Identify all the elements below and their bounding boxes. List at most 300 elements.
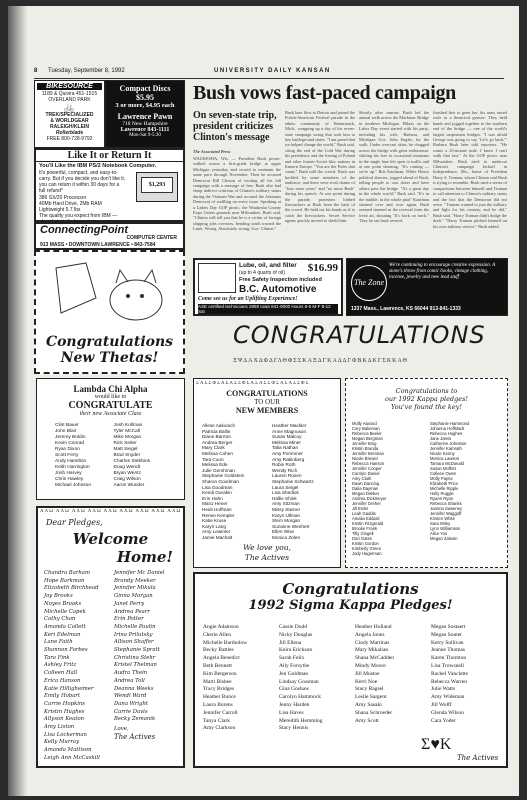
name-item: Jennifer Mikula: [114, 585, 156, 592]
name-item: Chandra Barham: [44, 570, 90, 576]
name-item: Andrea Pearr: [114, 608, 150, 615]
name-item: Wendy Rich: [272, 467, 298, 473]
name-item: Chris Hawley: [55, 477, 84, 482]
name-item: Jennifer Waggoff: [430, 511, 462, 516]
name-item: Kelly Murray: [44, 739, 80, 746]
name-item: Molly Payne: [430, 476, 453, 481]
name-item: Monica Lawson: [430, 456, 460, 461]
auto-name: B.C. Automotive: [239, 284, 317, 295]
article-col-3: Shortly after sunrise, Bush led the annual walk across the Mackinac Bridge in northern Michigan. Hikers on the Labor Day event started with his party, including his wife, Barbara, and Michigan Gov. John Engler, for the walk. Under overcast skies, he chugged across the bridge with great enthusiasm, shifting his feet in occasional moments in the single lane left open to traffic and at one point shouting, "It's coming — we're up." Bob Kaufman, White House political director, jogged ahead of Bush, telling people to cast doors and have others pass the bridge. "It's a great day in the whole world," Bush said. "It's in the middle, in the whole plan" Kaufman shouted over and over again. Bush seemed stunned in the reversal from the fresh air, shouting "It's back on track." They he ran back several.: [359, 110, 429, 224]
name-item: Dori Gates: [352, 536, 373, 541]
article-col1-text: Bush also had sharp indirect criticism of Clinton's military status during the Vietnam War and accused the Arkansas Democrat of waffling on every issue. Speaking at a Ladies Day GOP picnic, the Waukesha County Expo Center grounds near Milwaukee, Bush said, "Clinton will tell you that he is a victim of foreign shipping jobs overseas, bending south toward the Lasik. Wrong. Absolutely wrong, Gov. Clinton.": [193, 183, 281, 232]
cp-address: 913 MASS • DOWNTOWN LAWRENCE • 843-7584: [40, 242, 156, 248]
name-item: Stephanie Hammond: [430, 421, 470, 426]
name-item: Heather Mackler: [272, 423, 307, 428]
cp-name: ConnectingPoint: [40, 224, 128, 236]
name-item: Stacy Ragsel: [355, 686, 384, 693]
name-item: Susan Malcoy: [272, 434, 302, 440]
name-item: Elizabeth Price: [430, 481, 458, 486]
name-item: Clint Bauer: [55, 423, 79, 428]
theta-ad: [34, 250, 185, 374]
name-item: Lisa Lockerman: [44, 731, 87, 738]
name-item: Stacy Hennis: [279, 725, 309, 732]
name-item: Ally Forsythe: [279, 662, 310, 669]
kappa-col1: [352, 421, 426, 556]
name-item: Leah Gaddis: [352, 511, 376, 516]
name-item: Dana Wright: [114, 700, 149, 707]
name-item: Dawn Dancing: [352, 481, 380, 486]
name-item: Rick Seiter: [113, 441, 137, 446]
name-item: Cathy Chan: [44, 616, 76, 623]
name-item: Carolyn Hammock: [279, 694, 322, 701]
lambda-sub: their new Associate Class: [79, 411, 142, 417]
name-item: Carolyn Daniel: [352, 471, 380, 476]
axo-ad: [36, 506, 185, 768]
bikesource-line: 1189 & Quivira 451-1515: [41, 91, 98, 97]
name-item: Amy Scott: [355, 717, 379, 724]
name-item: Jennifer Bing: [352, 441, 377, 446]
ibm-bullet: The quality you expect from IBM — already installed: [39, 213, 118, 222]
kappa-title1: Congratulations to: [395, 387, 458, 395]
name-item: Holly Ruggle: [430, 491, 454, 496]
name-item: Megan Zalesin: [430, 536, 458, 541]
sigma-col3: [355, 624, 429, 725]
name-item: Lauren Rosen: [272, 473, 302, 479]
auto-price: $16.99: [307, 262, 338, 274]
sigma-title1: Congratulations: [282, 580, 419, 598]
name-item: Dalia Dayman: [352, 486, 379, 491]
name-item: Wendi Ward: [114, 693, 147, 700]
name-item: Kristel Thelman: [114, 662, 157, 669]
name-item: Rachel Vanclette: [431, 670, 469, 677]
page-header: [34, 66, 504, 79]
name-item: Karyn Lang: [202, 523, 226, 529]
name-item: Allyson Keaton: [44, 716, 85, 723]
name-item: Nicky Douglas: [279, 631, 313, 638]
bikesource-line: Rollerblade: [55, 130, 84, 136]
name-item: Missy Steiner: [272, 506, 301, 512]
name-item: Brandy Meeker: [114, 577, 156, 584]
name-item: Carrie Hopkins: [44, 700, 86, 707]
article-dateline: WAUKESHA, Wis. — President Bush power-walked across a first-grade bridge at upper Michigan yesterday and vowed to maintain the same pace through November. Then he accused Democrat Bill Clinton of inciting all his fall campaign with a message of fear.: [193, 156, 281, 189]
page-number: 8: [34, 68, 38, 74]
name-item: Jill Wolff: [431, 701, 452, 708]
newmembers-sign: The Actives: [244, 553, 290, 562]
axo-dear: Dear Pledges,: [46, 518, 103, 527]
kappa-pledges-ad: [345, 378, 508, 568]
name-item: Melissa Miner: [272, 439, 301, 445]
name-item: Nicole Brewer: [352, 456, 379, 461]
name-item: Deanna Weeks: [114, 685, 154, 692]
name-item: Amy Wideman: [431, 694, 465, 701]
name-item: Sara Wiley: [430, 521, 451, 526]
bikesource-lines: [37, 91, 102, 142]
name-item: Kristin Gordon: [352, 541, 379, 546]
axo-names-col2: [114, 570, 182, 741]
name-item: Allison Shaffer: [114, 639, 154, 646]
name-item: Julie Gershman: [202, 467, 235, 473]
name-item: Jill Ellena: [279, 639, 302, 646]
name-item: Jody Hagerman: [352, 551, 382, 556]
name-item: Anne Magnuson: [272, 428, 307, 434]
cd-phone: Lawrence 843-1111: [120, 127, 170, 133]
kappa-col2: [430, 421, 506, 541]
article-col-4: finished first to greet her, his arms raised wide in a theatrical gesture. They held hands and jogged together to the southern end of the bridge — one of the world's largest suspension bridges. "I was afraid George was going to say, 'Let's go back,'" Barbara Bush later told reporters. "He wants a 43-minute mile. I know I can't walk that fast." At the GOP picnic near Milwaukee, Bush tried to undercut Clinton's campaign kickoff in Independence, Mo., home of President Harry S. Truman, whom Clinton said Bush is trying to resemble. Bush used a series of comparisons between himself and Truman to call attention to Clinton's military status and the fact that the Democrat did not serve. "Truman wanted to join the military and fight for his country, and he did," Bush said. "Harry Truman didn't dodge the draft." "Harry Truman pitched himself on his own military service," Bush added.: [433, 110, 507, 229]
article-byline: The Associated Press: [193, 149, 231, 154]
name-item: Jennifer Cooper: [352, 466, 382, 471]
name-item: Renee Kempler: [202, 512, 235, 518]
ibm-price: $1,293: [141, 177, 173, 193]
article-col-1: [193, 156, 281, 256]
name-item: Michelle Paulin: [114, 623, 156, 630]
zone-logo: The Zone: [351, 265, 387, 301]
name-item: Keira Erickson: [279, 647, 313, 654]
name-item: Kevin Conrad: [55, 441, 85, 446]
name-item: Angela Jones: [355, 631, 385, 638]
newmembers-to-our: TO OUR: [254, 398, 280, 406]
sigma-col4: [431, 624, 505, 725]
article-subhead: On seven-state trip, president criticizes Clinton's message: [193, 110, 277, 143]
name-item: Amy Clark: [352, 476, 372, 481]
name-item: Audra Thein: [114, 670, 148, 677]
name-item: Cindy Martinas: [355, 639, 390, 646]
name-item: Sharon Goodman: [202, 478, 240, 484]
newmembers-col1: [202, 423, 268, 540]
name-item: Amy Lewinter: [202, 529, 231, 535]
name-item: Keri Edelman: [44, 631, 81, 638]
name-item: Jill Mustoe: [355, 670, 380, 677]
name-item: Nicole Kenny: [430, 451, 455, 456]
name-item: Megan Sostaert: [431, 624, 466, 630]
name-item: Lisa Goodman: [202, 484, 233, 490]
ibm-blurb: It's powerful, compact, and easy-to-carry. But if you decide you don't like it, you can return it within 30 days for a full refund*: [39, 170, 126, 194]
name-item: Monica Zelen: [272, 534, 301, 540]
name-item: Kim Bergerson: [203, 670, 237, 677]
name-item: Andrea Dickmeyer: [352, 496, 387, 501]
name-item: Cara Yoder: [431, 717, 456, 724]
name-item: Melissa Cohen: [202, 450, 234, 456]
kappa-title2: our 1992 Kappa pledges!: [384, 395, 469, 403]
theta-congrats: Congratulations New Thetas!: [45, 334, 174, 366]
bikesource-line: FREE 800-728-9792: [46, 136, 93, 142]
name-item: Becky Zemanik: [114, 716, 156, 723]
cd-title: Compact Discs: [119, 84, 171, 93]
name-item: Susan Moffett: [430, 466, 456, 471]
name-item: Stephanie Spratt: [114, 647, 160, 654]
newmembers-love: We love you,: [243, 543, 291, 552]
name-item: Amanda Collett: [44, 623, 86, 630]
name-item: Shana McCadden: [355, 655, 394, 662]
name-item: Amy Sitzman: [272, 501, 300, 507]
name-item: Jen Goldman: [279, 670, 309, 677]
name-item: Marci Hener: [202, 501, 228, 507]
newmembers-greek-border: ΣΑΣΣΦΣΑΣΑΣΣΦΣΑΣΑΣΣΦΣΑΣΑΣΣΦΣ: [196, 381, 310, 386]
name-item: Megan Dekker: [352, 491, 380, 496]
bikesource-logo: BIKESOURCE: [37, 83, 102, 90]
name-item: Diane Barrton: [202, 434, 231, 440]
ibm-headline: You'll Like the IBM PS/2 Notebook Computer.: [39, 163, 157, 169]
name-item: Rebecca Hanson: [352, 461, 385, 466]
ibm-ad: [34, 148, 185, 222]
name-item: Andy Hamilton: [55, 459, 87, 464]
name-item: Craig Wilson: [113, 477, 141, 482]
name-item: Cory Bakeman: [352, 426, 380, 431]
name-item: Katie Kruse: [202, 518, 227, 524]
name-item: Ryan Dixon: [55, 447, 80, 452]
name-item: Suzanne Wenhert: [272, 523, 310, 529]
car-lift-icon: [198, 263, 236, 293]
axo-names-col1: [44, 570, 112, 763]
name-item: Noyes Brooks: [44, 600, 82, 607]
name-item: Kendi Gorakin: [202, 490, 232, 496]
name-item: Molly Atwood: [352, 421, 377, 426]
congratulations-banner: CONGRATULATIONS: [233, 321, 486, 349]
name-item: Amy Porimmer: [272, 450, 303, 456]
article-headline: Bush vows fast-paced campaign: [193, 82, 456, 104]
newspaper-page: [8, 6, 519, 796]
name-item: Rebecca Warren: [431, 678, 467, 685]
issue-date: Tuesday, September 8, 1992: [48, 68, 125, 74]
name-item: Erin Potter: [114, 616, 144, 623]
name-item: Matt Siegel: [113, 447, 138, 452]
axo-home: Home!: [116, 548, 173, 566]
name-item: Glenda Wilson: [431, 709, 464, 716]
bikesource-ad: [34, 80, 105, 148]
name-item: Alice Yoo: [430, 531, 448, 536]
name-item: Mike Morgan: [113, 435, 142, 440]
name-item: Shannon Forbes: [44, 647, 88, 654]
name-item: Josh Harvey: [55, 471, 82, 476]
name-item: Kristin Fitzgerald: [352, 521, 384, 526]
kappa-title3: You've found the key!: [391, 403, 462, 411]
cp-sub: COMPUTER CENTER: [126, 235, 177, 241]
name-item: Christina Stehr: [114, 654, 156, 661]
ibm-bullet: 40Mb Hard Drive, 2Mb RAM: [39, 201, 102, 207]
connecting-point-ad: [34, 222, 185, 250]
name-item: Josh Kollman: [113, 423, 143, 428]
name-item: Tracy Bridges: [203, 686, 235, 693]
name-item: Leigh Ann McCaskill: [44, 754, 100, 761]
name-item: Patricia Ballin: [202, 428, 231, 434]
sigma-title2: 1992 Sigma Kappa Pledges!: [248, 598, 453, 613]
bikesource-line: OVERLAND PARK: [48, 97, 91, 103]
name-item: Lisa Haves: [279, 709, 304, 716]
name-item: Tamara McDonald: [430, 461, 464, 466]
ibm-bullet: Lightweight 5.7 lbs: [39, 207, 81, 213]
name-item: Jennifer Carroll: [203, 709, 238, 716]
name-item: Keith Harrington: [55, 465, 90, 470]
lambda-chi-ad: [36, 378, 185, 500]
name-item: Aaron Wunder: [113, 483, 145, 488]
name-item: Heather Holland: [355, 624, 392, 630]
newmembers-congrats: CONGRATULATIONS: [226, 389, 308, 398]
paper-name: UNIVERSITY DAILY KANSAN: [214, 68, 331, 74]
auto-address: 2858 Iowa 841-9000: [249, 304, 291, 309]
auto-line3: Free Safety Inspection included: [239, 277, 322, 283]
name-item: Allese Aakunich: [202, 423, 236, 428]
name-item: Brad Snyder: [113, 453, 141, 458]
name-item: Ellen Wise: [272, 529, 295, 535]
cd-address: 718 New Hampshire: [122, 121, 168, 127]
name-item: Carrie Davis: [114, 708, 148, 715]
name-item: Laura Seigel: [272, 484, 299, 490]
name-item: Colleen Owen: [430, 471, 457, 476]
new-members-ad: [193, 378, 341, 568]
automotive-ad: [193, 258, 343, 316]
compact-discs-ad: [105, 80, 185, 148]
auto-cert: ASE certified technicians: [198, 304, 248, 309]
zone-ad: [346, 258, 508, 316]
auto-line1: Lube, oil, and filter: [239, 262, 297, 269]
bikesource-line: TREK/SPECIALIZED: [45, 112, 94, 118]
sigma-sign: The Actives: [457, 754, 499, 762]
newmembers-col2: [272, 423, 338, 540]
name-item: Colleen Hall: [44, 670, 78, 677]
name-item: Tara Fink: [44, 654, 70, 661]
name-item: Mindy Moore: [355, 662, 386, 669]
name-item: Ryann Ryan: [430, 496, 454, 501]
axo-welcome: Welcome: [72, 530, 149, 548]
bikesource-line: & WORLDGEAR: [50, 118, 89, 124]
cd-bulk-price: 3 or more, $4.95 each: [115, 102, 175, 109]
name-item: Shana Schroeder: [355, 709, 393, 716]
name-item: Scott Ferry: [55, 453, 79, 458]
name-item: Kerry Sullivan: [431, 639, 464, 646]
name-item: Angela Benedict: [203, 655, 240, 662]
name-item: Laura Burens: [203, 701, 233, 708]
name-item: Jamie Machalt: [202, 534, 233, 540]
name-item: Jennifer Kamrath: [430, 446, 462, 451]
name-item: Sarah Felix: [279, 655, 305, 662]
name-item: Charles Stebbins: [113, 459, 151, 464]
name-item: Brooke Frank: [352, 526, 378, 531]
name-item: Catherine Johnston: [430, 441, 467, 446]
bikesource-line: RALEIGH/KLEIN: [50, 124, 89, 130]
name-item: Karyn Ullman: [272, 512, 301, 518]
lambda-names: [37, 423, 184, 489]
name-item: Karen Thornton: [431, 655, 467, 662]
name-item: Amy Liston: [44, 724, 75, 731]
lambda-would-like: would like to: [94, 394, 127, 400]
name-item: Becky Battles: [203, 647, 234, 654]
name-item: Jenny Harden: [279, 701, 310, 708]
name-item: Lisa Trowsnell: [431, 662, 464, 669]
name-item: Rebecca Hughes: [430, 431, 463, 436]
name-item: Kristen White: [430, 516, 455, 521]
name-item: Andrea Berger: [202, 439, 233, 445]
auto-hours: Hours 8-6 M-F 8-12 Sat: [198, 304, 331, 314]
newmembers-title: NEW MEMBERS: [235, 406, 299, 415]
name-item: Cherie Allen: [203, 631, 231, 638]
name-item: Kerri Noe: [355, 678, 378, 685]
cd-price: $5.95: [136, 93, 154, 102]
name-item: Michael Johnson: [55, 483, 91, 488]
name-item: Joanna Sweeney: [430, 506, 463, 511]
name-item: John Blair: [55, 429, 77, 434]
name-item: Angie Adamson: [203, 624, 239, 630]
name-item: Amy Clarkson: [203, 725, 236, 732]
name-item: Michelle Bartholow: [203, 639, 248, 646]
page-binding-shadow: [8, 6, 28, 796]
name-item: Jeanne Thomas: [431, 647, 465, 654]
name-item: Ginna Morgan: [114, 593, 153, 600]
name-item: Tara Coon: [202, 456, 224, 462]
name-item: Jill Erder: [352, 506, 369, 511]
banner-greek-letters: ΞΨΔΑΧΔΦΔΓΛΘΦΣΣΚΑΞΔΓΚΑΔΔΓΦΒΚΔΚΓΣΚΚΑΘ: [233, 358, 408, 364]
kite-cat-illustration: [36, 258, 183, 328]
name-item: Marti Bishee: [203, 678, 232, 685]
axo-greek-border: ΑΧΩ ΑΧΩ ΑΧΩ ΑΧΩ ΑΧΩ ΑΧΩ ΑΧΩ ΑΧΩ ΑΧΩ: [40, 509, 182, 514]
axo-love: Love,: [114, 726, 129, 733]
auto-line2: (up to 4 quarts of oil): [239, 270, 285, 276]
name-item: Amanda Mattison: [44, 747, 92, 754]
name-item: Megan Souter: [431, 631, 463, 638]
name-item: Megan Bergman: [352, 436, 383, 441]
cd-store: Lawrence Pawn: [117, 112, 173, 121]
ibm-title: Like It or Return It: [36, 150, 183, 162]
name-item: Amy Sasaki: [355, 701, 382, 708]
axo-sign: The Actives: [114, 732, 156, 741]
name-item: Erica Hanson: [44, 677, 81, 684]
name-item: Tyler McCall: [113, 429, 140, 434]
name-item: Katie Hilligheimer: [44, 685, 94, 692]
name-item: Joy Brooks: [44, 593, 73, 600]
name-item: Jeremy Boldin: [55, 435, 86, 440]
name-item: Amalia Eddard: [352, 516, 380, 521]
name-item: Janet Perry: [114, 600, 145, 607]
name-item: Andrea Toll: [114, 677, 145, 684]
sigma-kappa-ad: [193, 572, 508, 768]
name-item: Johanna Hoffstadt: [430, 426, 464, 431]
zone-text: We're continuing to encourage creative expression. A stone's throw from comic books, vintage clothing, incense, jewelry and new lead stuff: [389, 263, 496, 280]
name-item: Meredith Hemming: [279, 717, 323, 724]
sigma-heart-icon: Σ♥Κ: [421, 736, 452, 753]
sigma-col2: [279, 624, 353, 733]
name-item: Robin Roth: [272, 462, 296, 468]
name-item: Stephanie Schwartz: [272, 478, 314, 484]
name-item: Rebecca Beeler: [352, 431, 382, 436]
name-item: Cassie Dodd: [279, 624, 307, 630]
name-item: Rebecca Shanks: [430, 501, 462, 506]
name-item: Ashley Fritz: [44, 662, 77, 669]
name-item: Leslie Sargent: [355, 694, 387, 701]
name-item: Mary Mikalian: [355, 647, 389, 654]
name-item: Lisa Shedlok: [272, 490, 299, 496]
name-item: Heather Bunce: [203, 694, 236, 701]
name-item: Emily Hobart: [44, 693, 80, 700]
name-item: Jennifer Mc Daniel: [114, 570, 165, 576]
cd-hours: Mon-Sat 9-5:30: [129, 133, 161, 138]
article-col-2: Bush later flew to Detroit and joined the Polish-American Festival parade in the ethnic community of Hamtramck, Mich., wrapping up a day of his seven-state campaign swing that took him to key battleground states. "I am proud that we helped change the world," Bush said, citing the end of the Cold War during his presidency and the freeing of Poland and other former Soviet bloc nations in Eastern Europe. "You are the Poles that count," Bush told the crowd. Bush was heckled by some members of the audience, and there were rival chants of "four more years" and "no more Bush" during his speech. At one point during the parade, protesters lobbed firecrackers at Bush from the back of the crowd. He held out his hands as if to catch the firecrackers. Secret Service agents quickly moved to shield him.: [285, 110, 355, 224]
name-item: Elizabeth Birchhead: [44, 585, 99, 592]
name-item: Jennifer Brennan: [352, 451, 384, 456]
name-item: Gina Goshaw: [279, 686, 310, 693]
laptop-icon: [136, 172, 178, 202]
name-item: Tilly Gingell: [352, 531, 374, 536]
name-item: Stem Morgan: [272, 518, 301, 524]
name-item: Hope Barkman: [44, 577, 85, 584]
name-item: Melissa Ede: [202, 462, 228, 468]
auto-slogan: Come see us for an Uplifting Experience!: [198, 296, 298, 302]
name-item: Hallie Shink: [272, 495, 297, 501]
name-item: Jennifer Dreher: [352, 501, 381, 506]
name-item: Erin Hahn: [202, 495, 223, 501]
name-item: Jane Jarvis: [430, 436, 452, 441]
zone-address: 1337 Mass., Lawrence, KS 66044 913-841-1333: [351, 306, 461, 312]
lambda-title: Lambda Chi Alpha: [73, 384, 148, 394]
name-item: Mary Clark: [202, 445, 225, 451]
auto-footer: [198, 304, 338, 314]
